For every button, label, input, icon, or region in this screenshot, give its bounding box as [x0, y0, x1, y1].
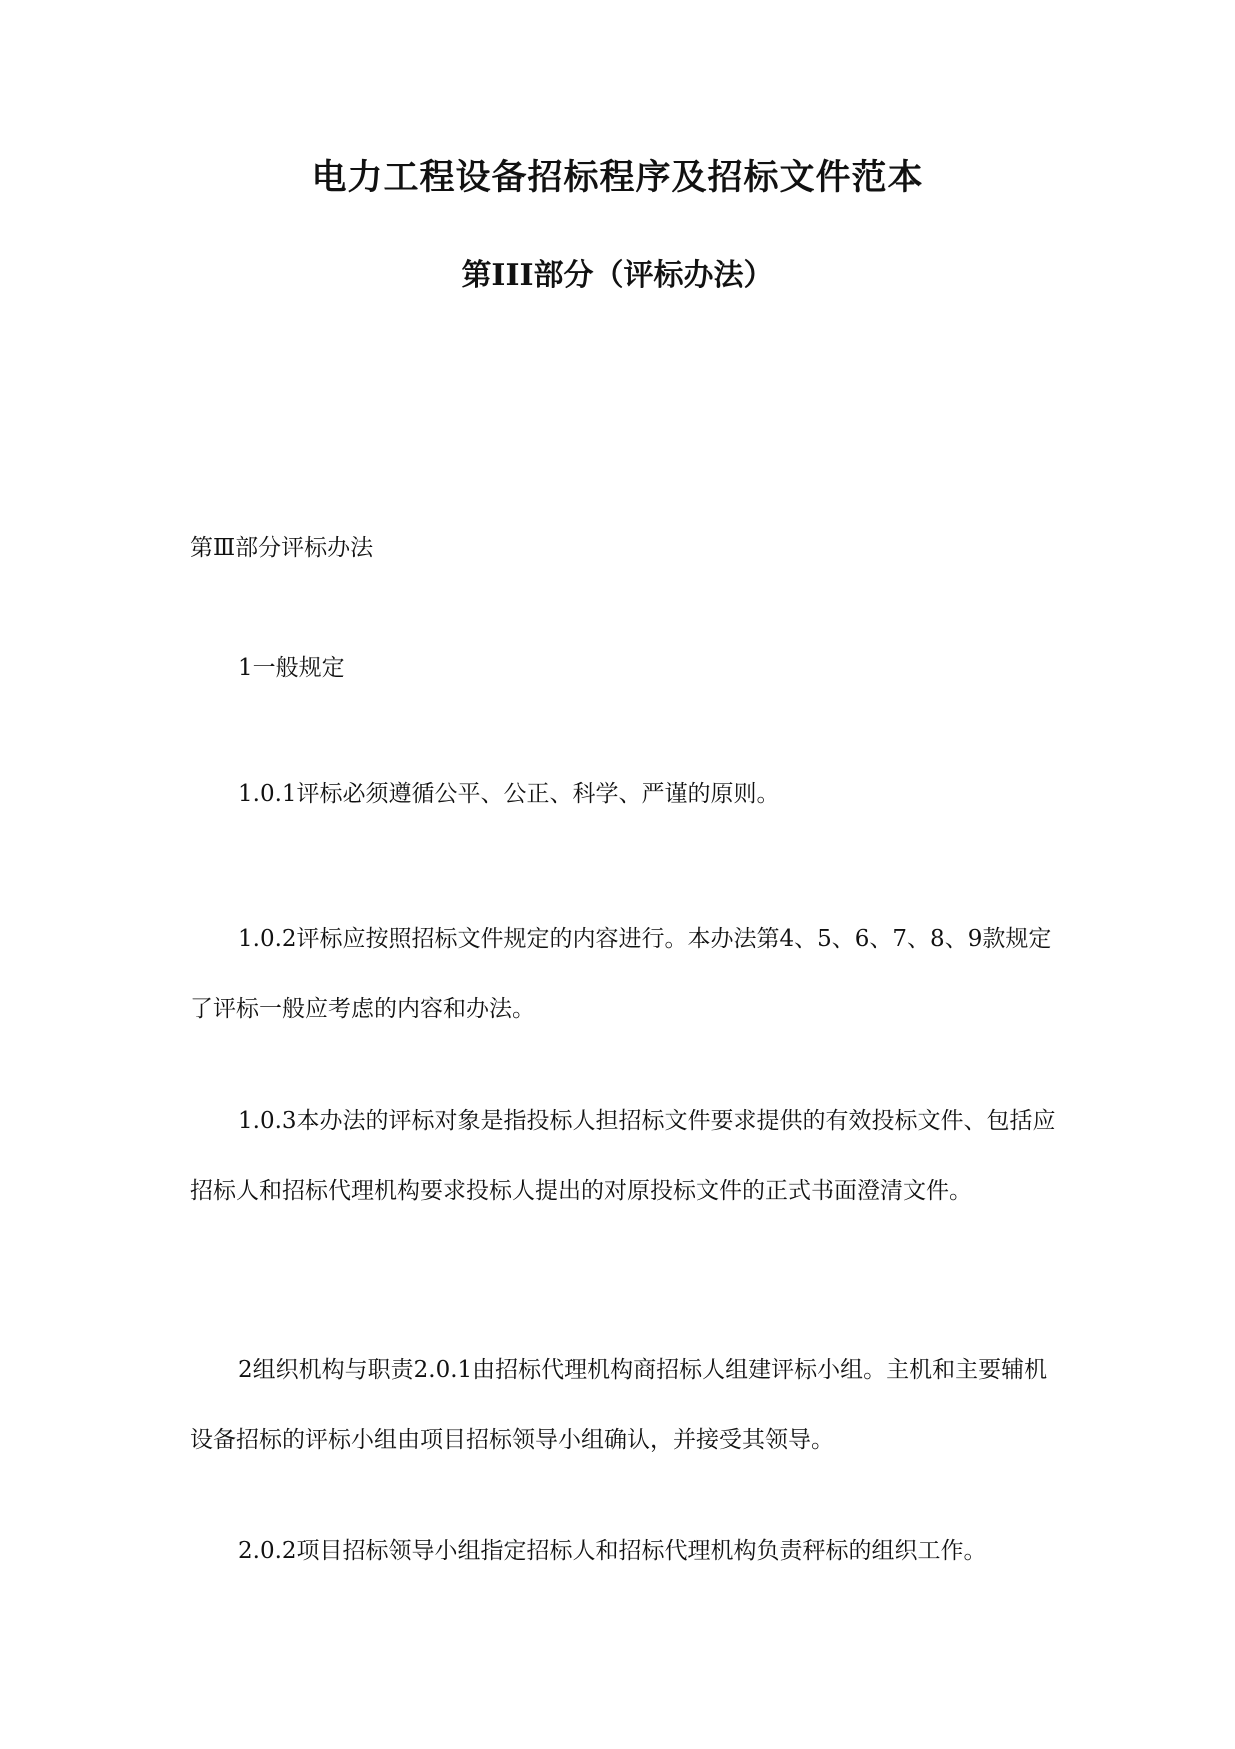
document-subtitle: 第III部分（评标办法）	[461, 258, 774, 293]
clause-2-0-1: 2组织机构与职责2.0.1由招标代理机构商招标人组建评标小组。主机和主要辅机设备招标的评标小组由项目招标领导小组确认，并接受其领导。	[190, 1357, 1048, 1453]
clause-heading-general: 1一般规定	[238, 655, 345, 681]
clause-2-0-2: 2.0.2项目招标领导小组指定招标人和招标代理机构负责秤标的组织工作。	[238, 1538, 987, 1564]
section-heading: 第Ⅲ部分评标办法	[190, 535, 374, 561]
document-title: 电力工程设备招标程序及招标文件范本	[311, 158, 924, 198]
clause-1-0-2: 1.0.2评标应按照招标文件规定的内容进行。本办法第4、5、6、7、8、9款规定了评标一般应考虑的内容和办法。	[190, 926, 1052, 1022]
clause-1-0-3: 1.0.3本办法的评标对象是指投标人担招标文件要求提供的有效投标文件、包括应招标人和招标代理机构要求投标人提出的对原投标文件的正式书面澄清文件。	[190, 1108, 1056, 1204]
clause-1-0-1: 1.0.1评标必须遵循公平、公正、科学、严谨的原则。	[238, 781, 780, 807]
